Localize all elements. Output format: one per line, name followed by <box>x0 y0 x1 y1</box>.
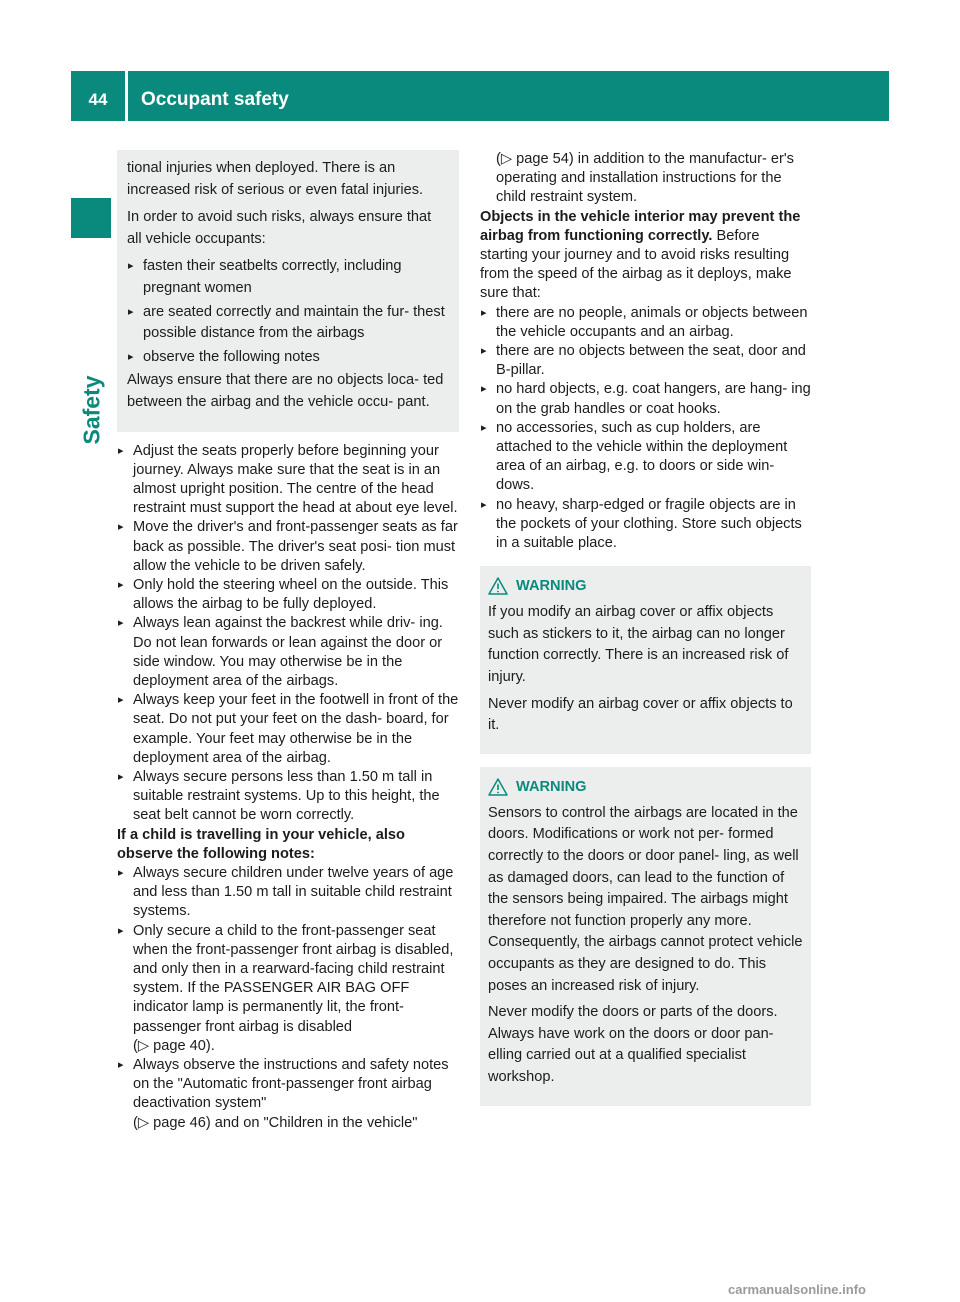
list-item: ▸ Move the driver's and front-passenger seats as far back as possible. The driver's seat posi- tion must allow the vehicle to be driven safely. <box>117 518 459 576</box>
objects-paragraph <box>480 208 811 304</box>
header-divider <box>125 71 128 121</box>
warning-text: If you modify an airbag cover or affix objects such as stickers to it, the airbag can no longer function correctly. There is an increased risk of injury. <box>488 604 789 686</box>
info-paragraph: In order to avoid such risks, always ensure that all vehicle occupants: <box>127 209 432 247</box>
info-list <box>127 256 449 368</box>
list-item: ▸ fasten their seatbelts correctly, including pregnant women <box>127 256 449 299</box>
warning-text: Never modify the doors or parts of the doors. Always have work on the doors or door pan- elling carried out at a qualified specialist workshop. <box>488 1004 778 1085</box>
child-instructions-list <box>117 864 459 1133</box>
list-item: ▸ Always lean against the backrest while driv- ing. Do not lean forwards or lean against the door or side window. You may otherwise be in the deployment area of the airbags. <box>117 614 459 691</box>
section-title: Occupant safety <box>141 89 289 110</box>
list-item: ▸ are seated correctly and maintain the fur- thest possible distance from the airbags <box>127 302 449 345</box>
side-tab <box>72 350 112 470</box>
warning-box-door-sensors <box>480 767 811 1106</box>
list-item: ▸ no accessories, such as cup holders, are attached to the vehicle within the deployment area of an airbag, e.g. to doors or side win- dows. <box>480 419 811 496</box>
list-item-text: Always observe the instructions and safety notes on the "Automatic front-passenger front airbag deactivation system" <box>133 1057 449 1112</box>
objects-text: Before starting your journey and to avoid risks resulting from the speed of the airbag as it deploys, make sure that: <box>480 227 792 302</box>
warning-text: Never modify an airbag cover or affix objects to it. <box>488 695 793 734</box>
list-item: ▸ observe the following notes <box>127 347 449 369</box>
list-item: ▸ Always secure persons less than 1.50 m tall in suitable restraint systems. Up to this height, the seat belt cannot be worn correctly. <box>117 768 459 826</box>
warning-title: WARNING <box>516 778 587 795</box>
list-item: ▸ no hard objects, e.g. coat hangers, are hang- ing on the grab handles or coat hooks. <box>480 380 811 418</box>
list-item: ▸ there are no people, animals or objects between the vehicle occupants and an airbag. <box>480 304 811 342</box>
right-column <box>480 150 811 1106</box>
list-item: ▸ Always secure children under twelve years of age and less than 1.50 m tall in suitable child restraint systems. <box>117 864 459 922</box>
info-box <box>117 150 459 432</box>
page-reference-link[interactable]: (▷ page 46) and on "Children in the vehicle" <box>133 1114 418 1131</box>
warning-triangle-icon <box>488 778 508 796</box>
warning-triangle-icon <box>488 577 508 595</box>
list-item: ▸ Always keep your feet in the footwell in front of the seat. Do not put your feet on the dash- board, for example. Your feet may otherwise be in the deployment area of the airbag. <box>117 691 459 768</box>
side-tab-label: Safety <box>78 375 105 445</box>
objects-heading: Objects in the vehicle interior may prevent the airbag from functioning correctly. <box>480 208 801 244</box>
list-item: ▸ there are no objects between the seat, door and B-pillar. <box>480 342 811 380</box>
info-paragraph: tional injuries when deployed. There is an increased risk of serious or even fatal injuries. <box>127 160 424 198</box>
page-reference-link[interactable]: (▷ page 54) in addition to the manufactur- <box>496 151 767 167</box>
objects-list <box>480 304 811 554</box>
continued-text-rest: er's operating and installation instructions for the child restraint system. <box>496 151 794 206</box>
left-column <box>117 150 459 1133</box>
warning-text: Sensors to control the airbags are located in the doors. Modifications or work not per- formed correctly to the doors or door panel- ling, as well as damaged doors, can lead to the function of the sensors being impaired. The airbags might therefore not function properly any more. Consequently, the airbags cannot protect vehicle occupants as they are designed to do. This poses an increased risk of injury. <box>488 804 803 994</box>
warning-header <box>488 576 803 596</box>
continued-text <box>480 150 811 208</box>
side-tab-marker <box>71 198 111 238</box>
warning-box-airbag-cover <box>480 566 811 754</box>
child-heading: If a child is travelling in your vehicle, also observe the following notes: <box>117 826 405 862</box>
page-number: 44 <box>88 90 108 109</box>
page-reference-link[interactable]: (▷ page 40). <box>133 1037 215 1054</box>
seating-instructions-list <box>117 442 459 826</box>
list-item <box>117 1056 459 1133</box>
watermark: carmanualsonline.info <box>728 1282 866 1297</box>
list-item-text: Only secure a child to the front-passenger seat when the front-passenger front airbag is disabled, and only then in a rearward-facing child restraint system. If the PASSENGER AIR BAG OFF indicator lamp is permanently lit, the front-passenger front airbag is disabled <box>133 922 454 1035</box>
list-item: ▸ Adjust the seats properly before beginning your journey. Always make sure that the seat is in an almost upright position. The centre of the head restraint must support the head at about eye level. <box>117 442 459 519</box>
list-item: ▸ Only hold the steering wheel on the outside. This allows the airbag to be fully deployed. <box>117 576 459 614</box>
info-paragraph: Always ensure that there are no objects loca- ted between the airbag and the vehicle occu- pant. <box>127 372 444 410</box>
list-item <box>117 922 459 1056</box>
warning-title: WARNING <box>516 578 587 595</box>
list-item: ▸ no heavy, sharp-edged or fragile objects are in the pockets of your clothing. Store such objects in a suitable place. <box>480 496 811 554</box>
warning-header <box>488 777 803 797</box>
